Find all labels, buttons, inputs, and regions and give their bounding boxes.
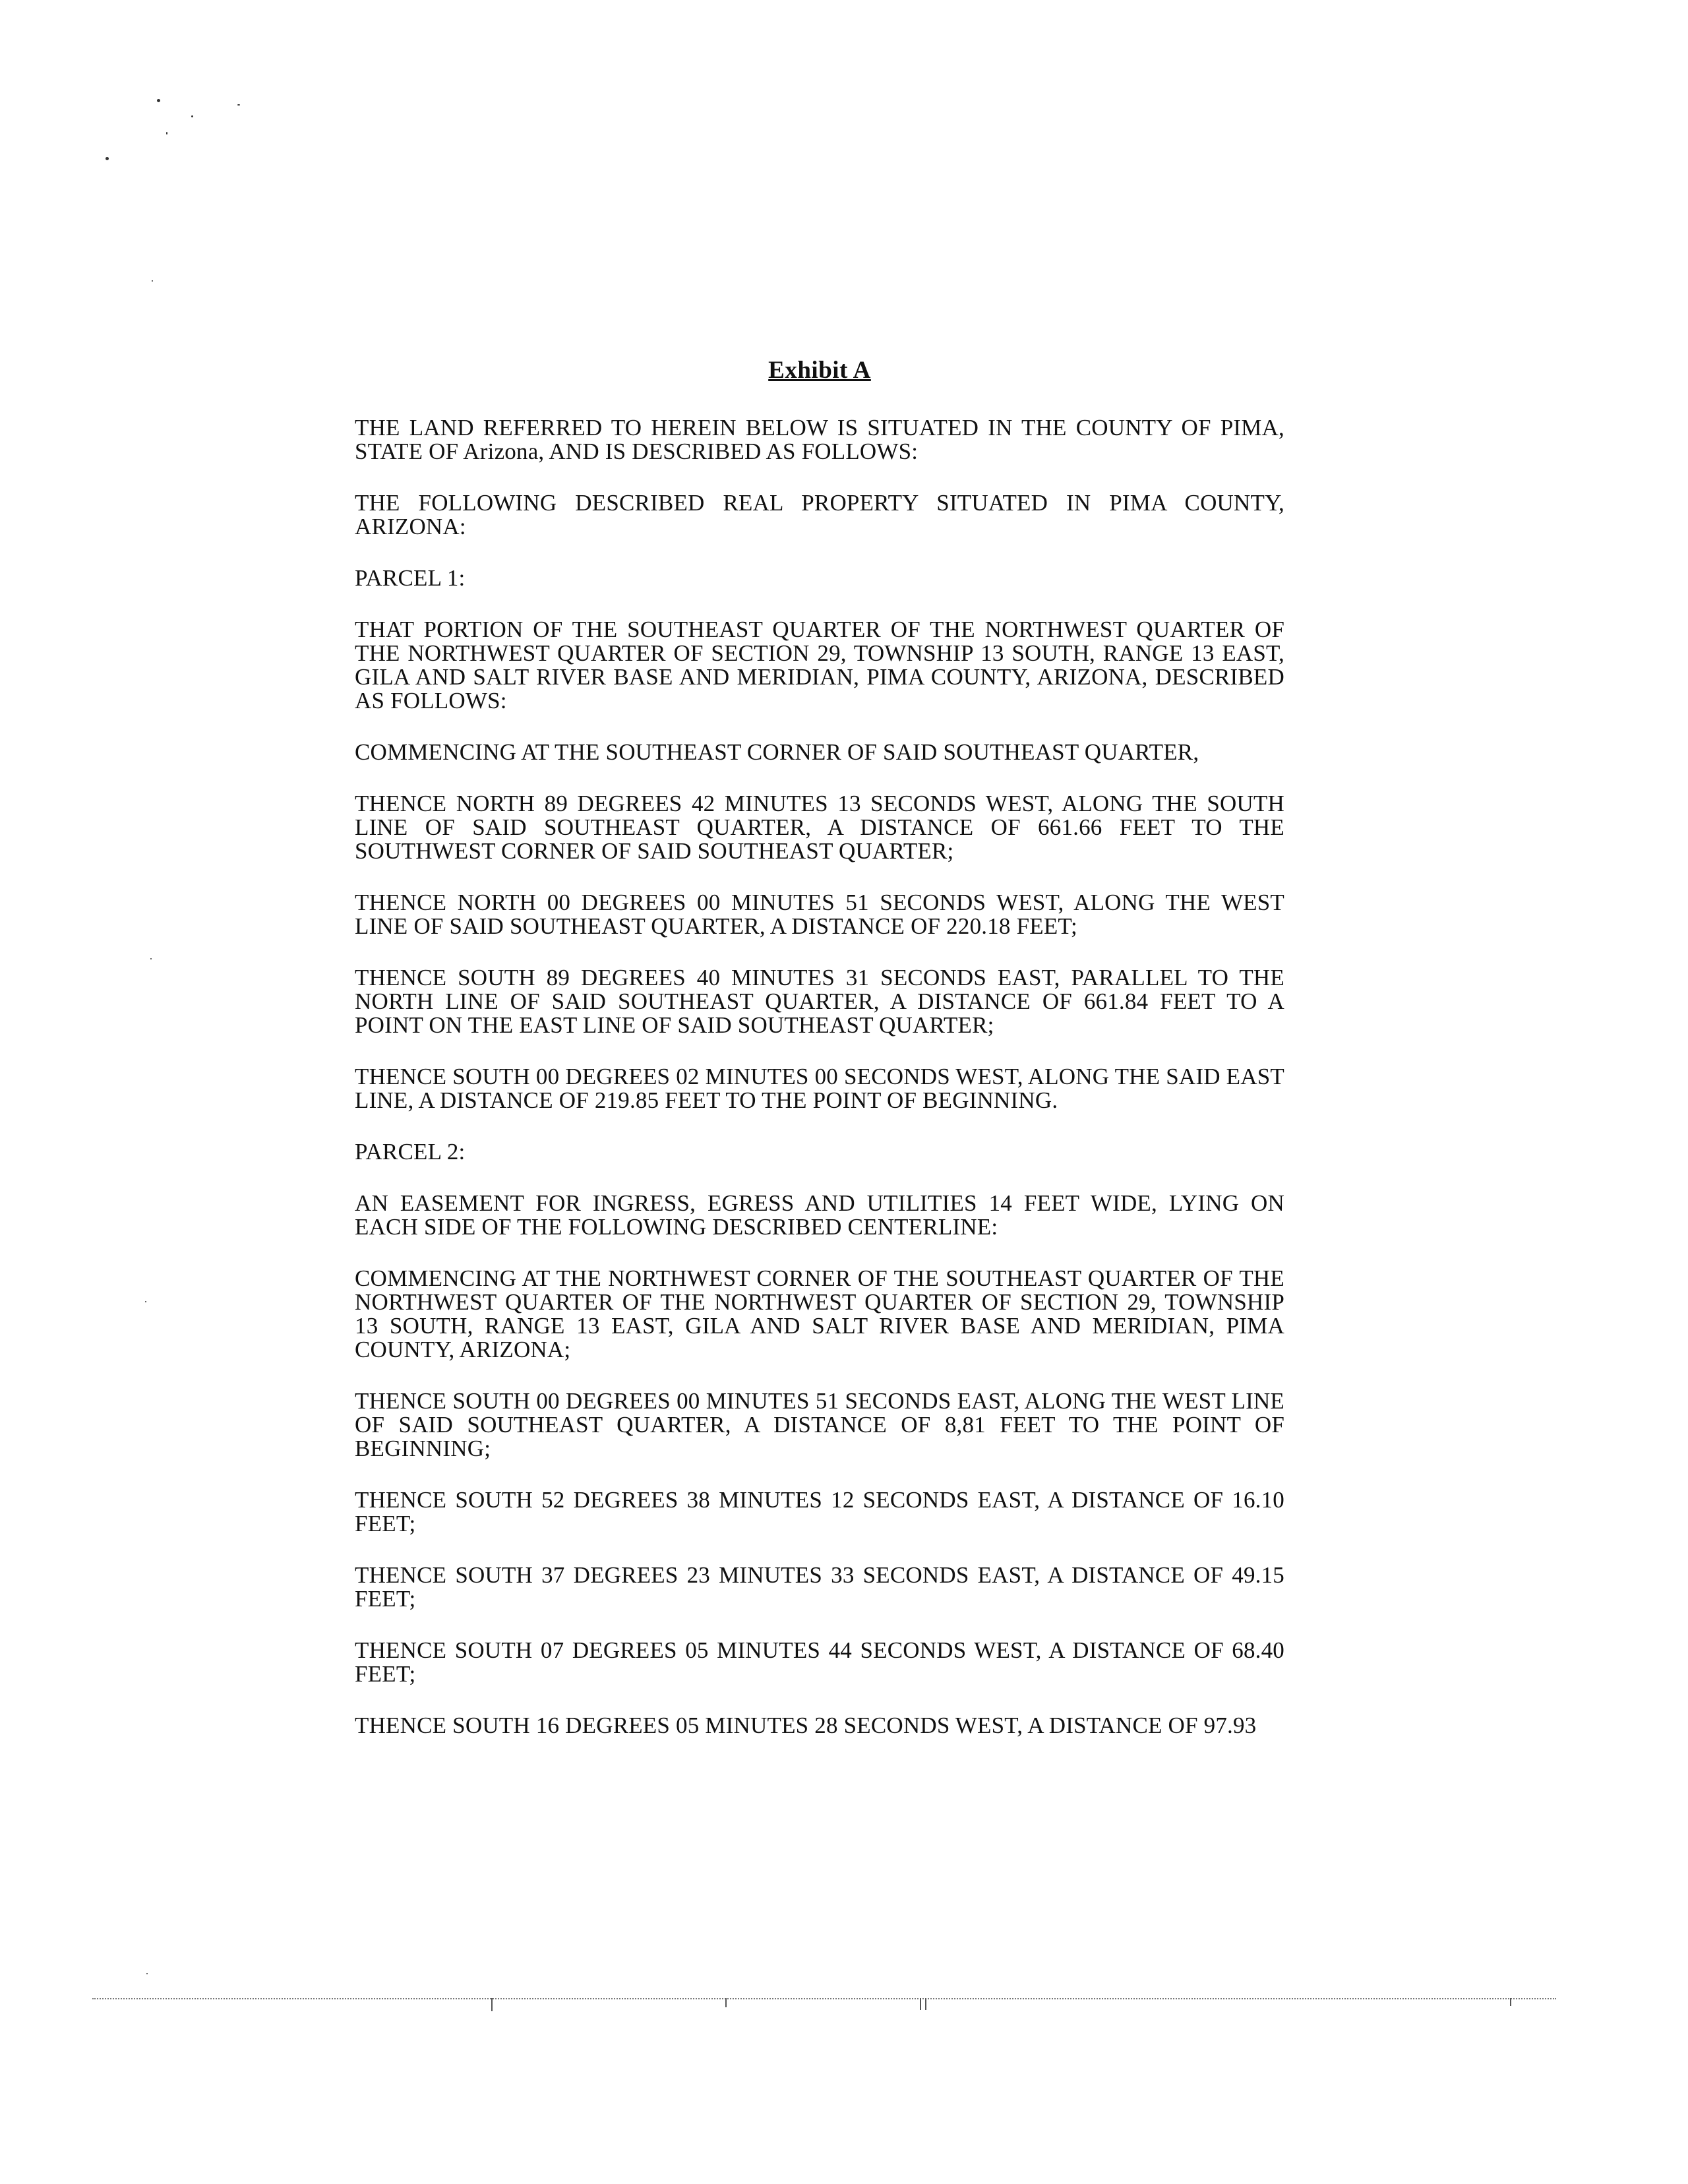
exhibit-body <box>355 356 1284 1765</box>
scan-artifact-tick <box>725 1998 727 2007</box>
scan-artifact-tick <box>1510 1998 1511 2006</box>
paragraph: THENCE SOUTH 52 DEGREES 38 MINUTES 12 SECONDS EAST, A DISTANCE OF 16.10 FEET; <box>355 1487 1284 1536</box>
parcel-heading: PARCEL 1: <box>355 565 466 591</box>
scan-speck <box>146 1973 148 1974</box>
paragraph: THENCE SOUTH 16 DEGREES 05 MINUTES 28 SECONDS WEST, A DISTANCE OF 97.93 <box>355 1713 1257 1738</box>
paragraph: THENCE SOUTH 00 DEGREES 00 MINUTES 51 SECONDS EAST, ALONG THE WEST LINE OF SAID SOUTHEAST QUARTER, A DISTANCE OF 8,81 FEET TO THE POINT OF BEGINNING; <box>355 1388 1284 1461</box>
paragraph: THE FOLLOWING DESCRIBED REAL PROPERTY SITUATED IN PIMA COUNTY, ARIZONA: <box>355 490 1284 539</box>
paragraph: THE LAND REFERRED TO HEREIN BELOW IS SITUATED IN THE COUNTY OF PIMA, STATE OF Arizona, AND IS DESCRIBED AS FOLLOWS: <box>355 415 1284 464</box>
paragraph: THAT PORTION OF THE SOUTHEAST QUARTER OF THE NORTHWEST QUARTER OF THE NORTHWEST QUARTER OF SECTION 29, TOWNSHIP 13 SOUTH, RANGE 13 EAST, GILA AND SALT RIVER BASE AND MERIDIAN, PIMA COUNTY, ARIZONA, DESCRIBED AS FOLLOWS: <box>355 617 1284 713</box>
scan-speck <box>145 1301 146 1302</box>
paragraph: THENCE SOUTH 37 DEGREES 23 MINUTES 33 SECONDS EAST, A DISTANCE OF 49.15 FEET; <box>355 1562 1284 1612</box>
scan-speck <box>157 99 160 102</box>
paragraph: THENCE SOUTH 00 DEGREES 02 MINUTES 00 SECONDS WEST, ALONG THE SAID EAST LINE, A DISTANCE OF 219.85 FEET TO THE POINT OF BEGINNING. <box>355 1064 1284 1113</box>
scan-artifact-tick <box>925 1998 926 2010</box>
paragraph: AN EASEMENT FOR INGRESS, EGRESS AND UTILITIES 14 FEET WIDE, LYING ON EACH SIDE OF THE FOLLOWING DESCRIBED CENTERLINE: <box>355 1190 1284 1240</box>
document-title: Exhibit A <box>768 357 871 384</box>
scan-speck <box>166 132 167 135</box>
paragraph: COMMENCING AT THE SOUTHEAST CORNER OF SAID SOUTHEAST QUARTER, <box>355 739 1199 765</box>
scan-artifact-tick <box>920 1998 921 2010</box>
scan-artifact-line <box>92 1998 1556 1999</box>
paragraph: COMMENCING AT THE NORTHWEST CORNER OF THE SOUTHEAST QUARTER OF THE NORTHWEST QUARTER OF THE NORTHWEST QUARTER OF SECTION 29, TOWNSHIP 13 SOUTH, RANGE 13 EAST, GILA AND SALT RIVER BASE AND MERIDIAN, PIMA COUNTY, ARIZONA; <box>355 1265 1284 1362</box>
scan-speck <box>106 157 109 160</box>
paragraph: THENCE SOUTH 07 DEGREES 05 MINUTES 44 SECONDS WEST, A DISTANCE OF 68.40 FEET; <box>355 1637 1284 1687</box>
paragraph: THENCE NORTH 00 DEGREES 00 MINUTES 51 SECONDS WEST, ALONG THE WEST LINE OF SAID SOUTHEAST QUARTER, A DISTANCE OF 220.18 FEET; <box>355 890 1284 939</box>
scan-speck <box>150 958 152 959</box>
scan-speck <box>191 115 193 117</box>
parcel-heading: PARCEL 2: <box>355 1139 466 1165</box>
scan-speck <box>152 280 153 282</box>
scan-speck <box>237 104 240 106</box>
scan-artifact-tick <box>491 1998 493 2011</box>
paragraph: THENCE NORTH 89 DEGREES 42 MINUTES 13 SECONDS WEST, ALONG THE SOUTH LINE OF SAID SOUTHEAST QUARTER, A DISTANCE OF 661.66 FEET TO THE SOUTHWEST CORNER OF SAID SOUTHEAST QUARTER; <box>355 791 1284 864</box>
paragraph: THENCE SOUTH 89 DEGREES 40 MINUTES 31 SECONDS EAST, PARALLEL TO THE NORTH LINE OF SAID SOUTHEAST QUARTER, A DISTANCE OF 661.84 FEET TO A POINT ON THE EAST LINE OF SAID SOUTHEAST QUARTER; <box>355 965 1284 1038</box>
